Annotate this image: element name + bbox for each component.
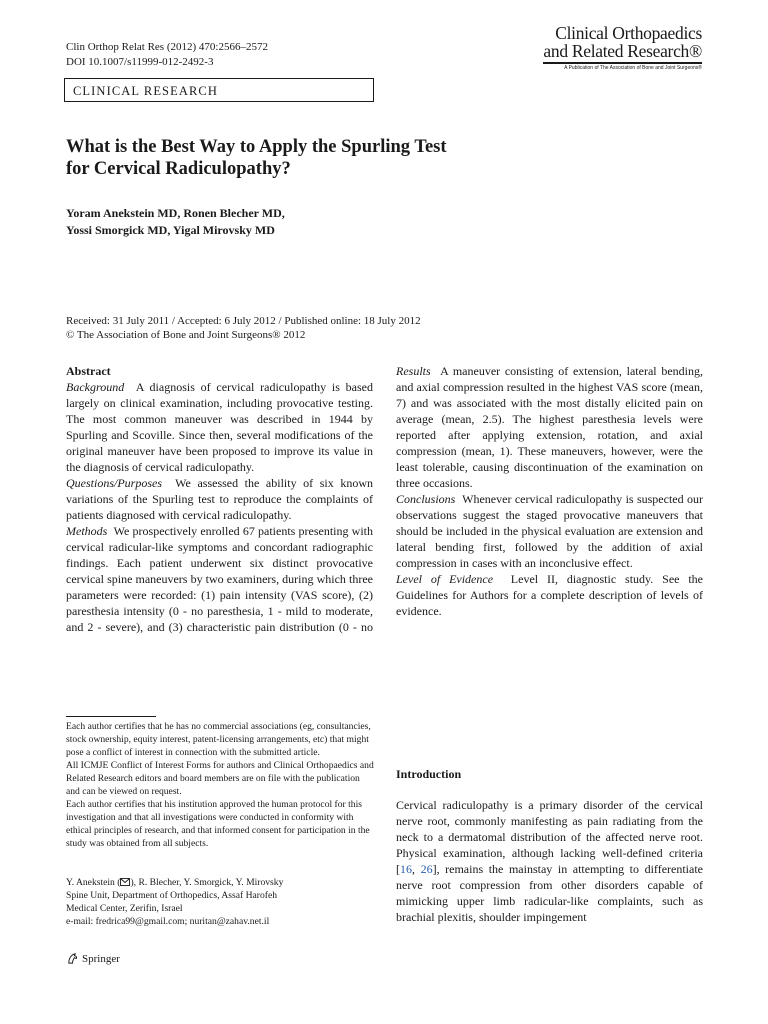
intro-ref-separator: , <box>412 862 421 876</box>
abstract-left-column <box>66 363 373 635</box>
publication-dates <box>66 314 566 342</box>
intro-text-after: ], remains the mainstay in attempting to differentiate nerve root compression from other disorders capable of mimicking upper limb radicular-like complaints, such as brachial plexitis, shoulder impingement <box>396 862 703 924</box>
background-text: A diagnosis of cervical radiculopathy is based largely on clinical examination, including provocative testing. The most common maneuver was described in 1944 by Spurling and Scoville. Since then, several modifications of the original maneuver have been proposed to improve its value in the diagnosis of cervical radiculopathy. <box>66 380 373 474</box>
journal-logo <box>543 24 702 71</box>
footnotes <box>66 720 376 850</box>
footnote-2: All ICMJE Conflict of Interest Forms for authors and Clinical Orthopaedics and Related Research editors and board members are on file with the publication and can be viewed on request. <box>66 760 374 797</box>
page-title <box>66 136 626 180</box>
abstract-heading: Abstract <box>66 364 111 378</box>
citation-block <box>66 40 268 70</box>
citation-doi: DOI 10.1007/s11999-012-2492-3 <box>66 56 214 68</box>
publisher-name: Springer <box>82 952 120 965</box>
level-text: Level II, diagnostic study. See the Guidelines for Authors for a complete description of levels of evidence. <box>396 572 704 618</box>
level-label: Level of Evidence <box>396 572 494 586</box>
address-names <box>66 876 376 889</box>
journal-publisher: A Publication of The Association of Bone and Joint Surgeons® <box>564 65 702 71</box>
authors-line1: Yoram Anekstein MD, Ronen Blecher MD, <box>66 206 285 220</box>
abstract-background <box>66 379 373 475</box>
abstract-right-column <box>396 363 703 619</box>
correspondence-address <box>66 876 376 928</box>
address-names-pre: Y. Anekstein ( <box>66 877 121 888</box>
address-location: Medical Center, Zerifin, Israel <box>66 903 183 914</box>
journal-name-line2: and Related Research® <box>543 41 702 61</box>
reference-link-16[interactable]: 16 <box>400 862 412 876</box>
results-text: A maneuver consisting of extension, lateral bending, and axial compression resulted in the highest VAS score (mean, 7) and was associated with the most distally elicited pain on average (mean, 2.5). The highest paresthesia levels were reported after applying extension, rotation, and axial compression (mean, 1). These maneuvers, however, were the least tolerable, causing discontinuation of the examination on three occasions. <box>396 364 704 490</box>
abstract-results <box>396 363 703 491</box>
authors-line2: Yossi Smorgick MD, Yigal Mirovsky MD <box>66 223 275 237</box>
background-label: Background <box>66 380 125 394</box>
footnote-1: Each author certifies that he has no commercial associations (eg, consultancies, stock ownership, equity interest, patent-licensing arrangements, etc) that might pose a conflict of interest in connection with the submitted article. <box>66 721 371 758</box>
questions-label: Questions/Purposes <box>66 476 162 490</box>
envelope-icon <box>120 878 130 886</box>
reference-link-26[interactable]: 26 <box>420 862 433 876</box>
results-label: Results <box>396 364 431 378</box>
methods-text: We prospectively enrolled 67 patients presenting with cervical radicular-like symptoms and concordant radiographic findings. Each patient underwent six distinct provocative cervical spine maneuvers by two examiners, during which three parameters were recorded: (1) pain intensity (VAS score), (2) paresthesia intensity (0 - no paresthesia, 1 - mild to moderate, and 2 - severe), and (3) characteristic pain distribution (0 - no <box>66 524 373 634</box>
copyright-line: © The Association of Bone and Joint Surgeons® 2012 <box>66 329 306 341</box>
title-line1: What is the Best Way to Apply the Spurling Test <box>66 137 447 157</box>
conclusions-text: Whenever cervical radiculopathy is suspected our observations suggest the staged provocative maneuvers that should be included in the physical evaluation are extension and lateral bending first, followed by the addition of axial compression in cases with an inconclusive effect. <box>396 492 704 570</box>
springer-horse-icon <box>66 952 79 965</box>
publisher-footer <box>66 952 120 965</box>
abstract-methods <box>66 523 373 635</box>
footnote-3: Each author certifies that his institution approved the human protocol for this investigation and that all investigations were conducted in conformity with ethical principles of research, and that informed consent for participation in the study was obtained from all subjects. <box>66 799 370 849</box>
introduction-heading: Introduction <box>396 767 462 781</box>
conclusions-label: Conclusions <box>396 492 456 506</box>
address-email: e-mail: fredrica99@gmail.com; nuritan@zahav.net.il <box>66 916 270 927</box>
questions-text: We assessed the ability of six known variations of the Spurling test to reproduce the complaints of patients diagnosed with cervical radiculopathy. <box>66 476 374 522</box>
citation-journal: Clin Orthop Relat Res (2012) 470:2566–2572 <box>66 41 268 53</box>
abstract-conclusions <box>396 491 703 571</box>
address-names-post: ), R. Blecher, Y. Smorgick, Y. Mirovsky <box>130 877 284 888</box>
introduction-body <box>396 797 703 925</box>
section-label: CLINICAL RESEARCH <box>64 78 374 102</box>
address-department: Spine Unit, Department of Orthopedics, Assaf Harofeh <box>66 890 278 901</box>
journal-logo-rule <box>543 62 702 64</box>
author-list <box>66 205 466 239</box>
dates-line: Received: 31 July 2011 / Accepted: 6 July 2012 / Published online: 18 July 2012 <box>66 315 421 327</box>
introduction-paragraph <box>396 797 703 925</box>
title-line2: for Cervical Radiculopathy? <box>66 159 291 179</box>
abstract-level <box>396 571 703 619</box>
intro-text-before: Cervical radiculopathy is a primary disorder of the cervical nerve root, commonly manifesting as pain radiating from the neck to a dermatomal distribution of the affected nerve root. Physical examination, although lacking well-defined criteria [ <box>396 798 703 876</box>
methods-label: Methods <box>66 524 108 538</box>
journal-name-line1: Clinical Orthopaedics <box>555 23 702 43</box>
footnote-rule <box>66 716 156 717</box>
abstract-questions <box>66 475 373 523</box>
